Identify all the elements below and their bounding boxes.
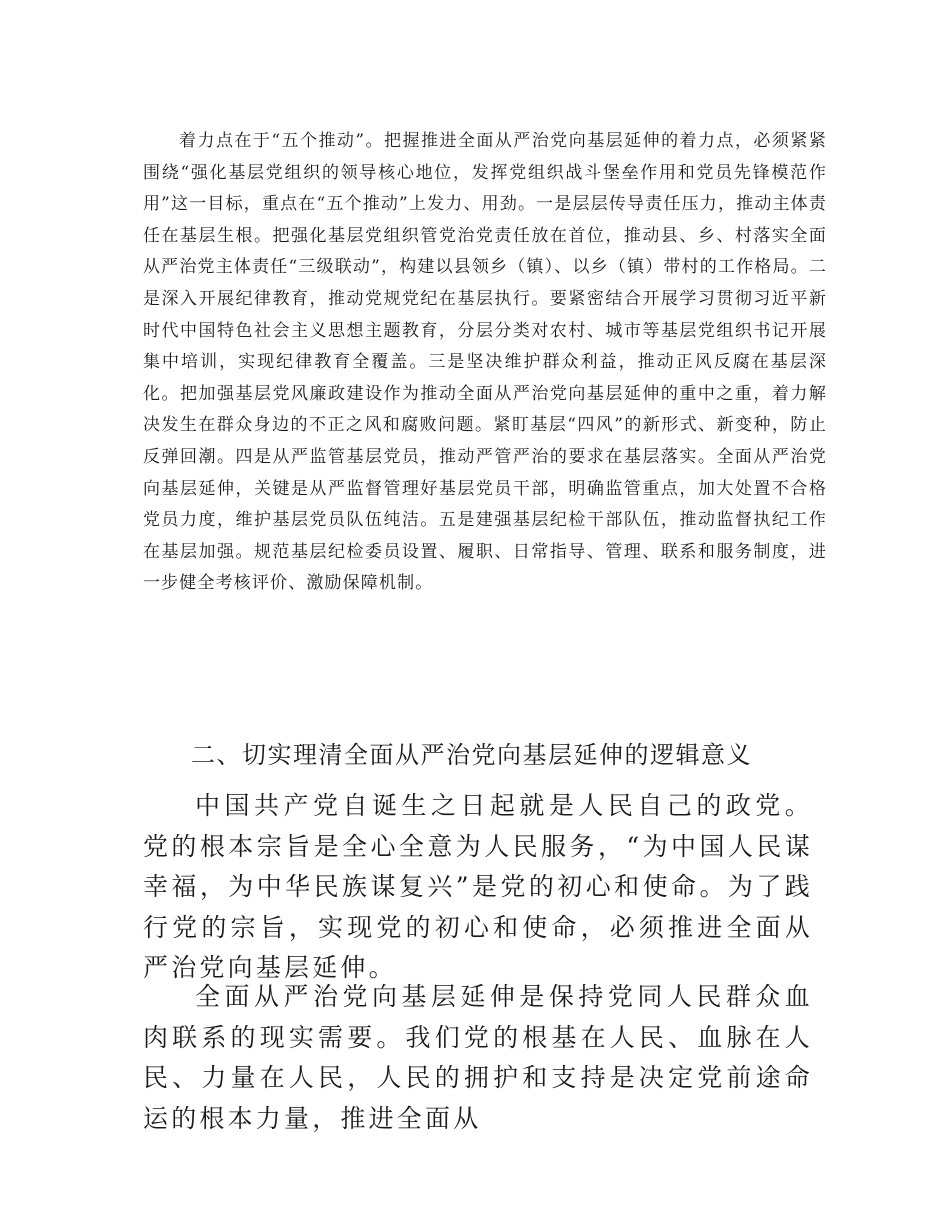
body-paragraph-five-pushes: 着力点在于“五个推动”。把握推进全面从严治党向基层延伸的着力点，必须紧紧围绕“强化基层党组织的领导核心地位，发挥党组织战斗堡垒作用和党员先锋模范作用”这一目标，重点在“五个推动”上发力、用劲。一是层层传导责任压力，推动主体责任在基层生根。把强化基层党组织管党治党责任放在首位，推动县、乡、村落实全面从严治党主体责任“三级联动”，构建以县领乡（镇）、以乡（镇）带村的工作格局。二是深入开展纪律教育，推动党规党纪在基层执行。要紧密结合开展学习贯彻习近平新时代中国特色社会主义思想主题教育，分层分类对农村、城市等基层党组织书记开展集中培训，实现纪律教育全覆盖。三是坚决维护群众利益，推动正风反腐在基层深化。把加强基层党风廉政建设作为推动全面从严治党向基层延伸的重中之重，着力解决发生在群众身边的不正之风和腐败问题。紧盯基层“四风”的新形式、新变种，防止反弹回潮。四是从严监管基层党员，推动严管严治的要求在基层落实。全面从严治党向基层延伸，关键是从严监督管理好基层党员干部，明确监管重点，加大处置不合格党员力度，维护基层党员队伍纯洁。五是建强基层纪检干部队伍，推动监督执纪工作在基层加强。规范基层纪检委员设置、履职、日常指导、管理、联系和服务制度，进一步健全考核评价、激励保障机制。 — [143, 131, 827, 594]
body-paragraph-mass-connection: 全面从严治党向基层延伸是保持党同人民群众血肉联系的现实需要。我们党的根基在人民、血脉在人民、力量在人民，人民的拥护和支持是决定党前途命运的根本力量，推进全面从 — [143, 982, 813, 1133]
section-heading: 二、切实理清全面从严治党向基层延伸的逻辑意义 — [191, 741, 752, 769]
body-paragraph-party-origin: 中国共产党自诞生之日起就是人民自己的政党。党的根本宗旨是全心全意为人民服务，“为中国人民谋幸福，为中华民族谋复兴”是党的初心和使命。为了践行党的宗旨，实现党的初心和使命，必须推进全面从严治党向基层延伸。 — [143, 791, 813, 982]
